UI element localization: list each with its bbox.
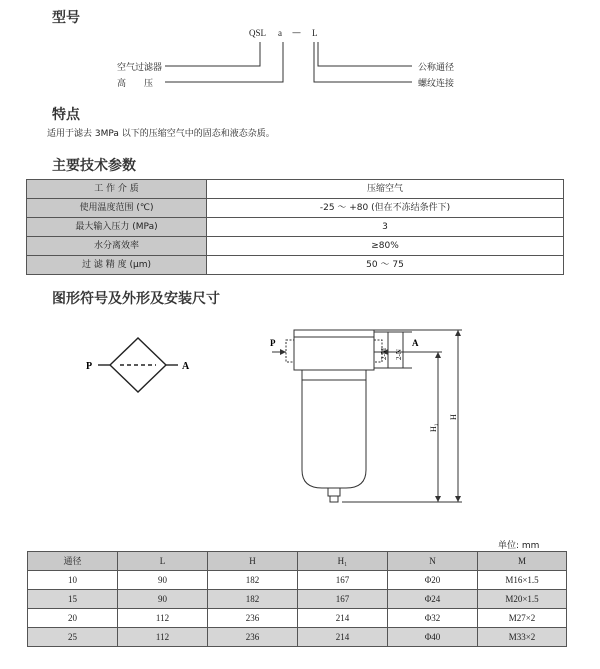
spec-label: 工 作 介 质 [27, 180, 207, 199]
cell-h1: 167 [298, 590, 388, 609]
cell-h: 182 [208, 590, 298, 609]
filter-drain [328, 488, 340, 496]
symbol-label-p: P [86, 361, 93, 372]
table-row [28, 571, 567, 590]
model-label-high-pressure: 高 压 [117, 79, 154, 89]
symbol-label-a: A [182, 361, 190, 372]
spec-value: 50 ～ 75 [207, 256, 564, 275]
drawing-port-a: A [412, 338, 419, 348]
cell-n: Φ40 [388, 628, 478, 647]
table-row [27, 218, 564, 237]
connector-high-pressure [165, 42, 283, 82]
model-code-l: L [312, 28, 318, 38]
spec-value: -25 ～ +80 (但在不冻结条件下) [207, 199, 564, 218]
spec-label: 最大输入压力 (MPa) [27, 218, 207, 237]
dim-h1-label: H₁ [429, 423, 438, 432]
filter-outline-drawing [262, 320, 482, 520]
model-label-nominal-bore: 公称通径 [418, 63, 455, 73]
dim-h-arrow-top [455, 330, 461, 336]
model-label-air-filter: 空气过滤器 [117, 63, 163, 73]
model-code-connectors [0, 0, 600, 100]
filter-symbol [80, 330, 200, 400]
cell-m: M27×2 [478, 609, 567, 628]
dim-h1-arrow-top [435, 352, 441, 358]
cell-l: 90 [118, 571, 208, 590]
cell-bore: 10 [28, 571, 118, 590]
spec-value: 压缩空气 [207, 180, 564, 199]
inlet-arrow-head [280, 349, 286, 355]
connector-air-filter [165, 42, 260, 66]
cell-l: 112 [118, 628, 208, 647]
dim-2n-label: 2-N [395, 349, 403, 360]
table-row [27, 237, 564, 256]
specs-table [26, 179, 564, 275]
spec-label: 水分离效率 [27, 237, 207, 256]
connector-thread [314, 42, 412, 82]
table-row [27, 199, 564, 218]
table-row [28, 609, 567, 628]
drawing-title: 图形符号及外形及安装尺寸 [52, 291, 220, 307]
cell-h: 236 [208, 609, 298, 628]
header-h: H [208, 552, 298, 571]
filter-port-in [286, 340, 294, 362]
spec-label: 过 滤 精 度 (μm) [27, 256, 207, 275]
cell-n: Φ32 [388, 609, 478, 628]
dim-2m-label: 2-M [380, 347, 388, 360]
dim-h-label: H [449, 414, 458, 420]
cell-m: M16×1.5 [478, 571, 567, 590]
drawing-port-p: P [270, 338, 276, 348]
model-code-a: a [278, 28, 282, 38]
cell-h1: 214 [298, 609, 388, 628]
dimensions-table [27, 551, 567, 647]
table-row [28, 628, 567, 647]
cell-h1: 167 [298, 571, 388, 590]
model-label-thread: 螺纹连接 [418, 79, 455, 89]
spec-value: ≥80% [207, 237, 564, 256]
table-row [28, 590, 567, 609]
dim-h-arrow-bottom [455, 496, 461, 502]
spec-value: 3 [207, 218, 564, 237]
cell-m: M20×1.5 [478, 590, 567, 609]
features-title: 特点 [52, 107, 80, 123]
filter-drain-tip [330, 496, 338, 502]
features-text: 适用于滤去 3MPa 以下的压缩空气中的固态和液态杂质。 [47, 129, 275, 139]
table-row [27, 256, 564, 275]
cell-m: M33×2 [478, 628, 567, 647]
cell-h: 182 [208, 571, 298, 590]
model-code: QSL [249, 28, 267, 38]
specs-title: 主要技术参数 [52, 158, 136, 174]
header-n: N [388, 552, 478, 571]
spec-label: 使用温度范围 (℃) [27, 199, 207, 218]
model-title: 型号 [52, 10, 80, 26]
filter-bowl [302, 370, 366, 488]
header-l: L [118, 552, 208, 571]
table-row [27, 180, 564, 199]
cell-n: Φ24 [388, 590, 478, 609]
filter-head [294, 330, 374, 370]
header-bore: 通径 [28, 552, 118, 571]
cell-l: 112 [118, 609, 208, 628]
cell-bore: 20 [28, 609, 118, 628]
cell-bore: 25 [28, 628, 118, 647]
header-m: M [478, 552, 567, 571]
cell-bore: 15 [28, 590, 118, 609]
table-header-row [28, 552, 567, 571]
cell-n: Φ20 [388, 571, 478, 590]
dim-h1-arrow-bottom [435, 496, 441, 502]
cell-l: 90 [118, 590, 208, 609]
connector-nominal-bore [318, 42, 412, 66]
cell-h1: 214 [298, 628, 388, 647]
header-h1: H₁ [298, 552, 388, 571]
model-code-dash: — [292, 28, 301, 38]
cell-h: 236 [208, 628, 298, 647]
unit-label: 单位: mm [498, 541, 540, 551]
